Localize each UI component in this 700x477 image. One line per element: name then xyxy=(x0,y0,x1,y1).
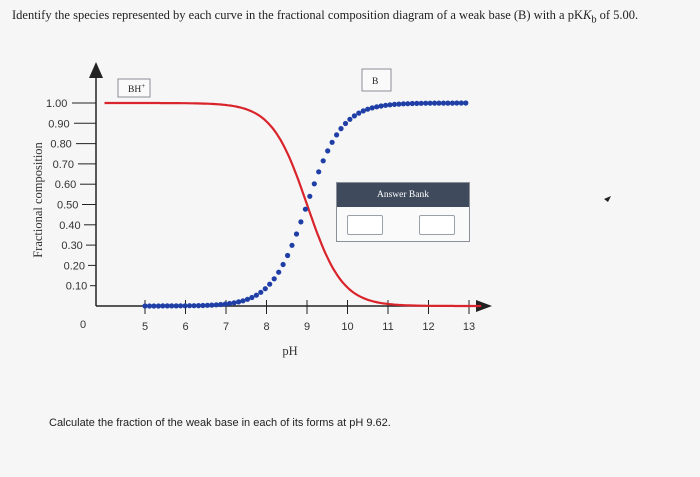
base-curve-point xyxy=(379,103,384,108)
base-curve-point xyxy=(352,113,357,118)
answer-bank xyxy=(336,182,470,242)
base-curve-point xyxy=(223,302,228,307)
x-axis-label: pH xyxy=(282,344,298,358)
base-curve-point xyxy=(183,303,188,308)
base-curve-point xyxy=(209,303,214,308)
base-curve-point xyxy=(200,303,205,308)
base-curve-point xyxy=(289,243,294,248)
base-curve-point xyxy=(365,107,370,112)
base-curve-point xyxy=(383,103,388,108)
subquestion-text: Calculate the fraction of the weak base in each of its forms at pH 9.62. xyxy=(49,417,391,429)
question-k: K xyxy=(582,8,592,22)
x-tick-label: 9 xyxy=(303,321,311,333)
base-curve-point xyxy=(325,148,330,153)
base-curve-point xyxy=(236,299,241,304)
base-curve-point xyxy=(263,286,268,291)
base-curve-point xyxy=(281,262,286,267)
x-tick-label: 8 xyxy=(263,321,270,333)
y-tick-label: 0.80 xyxy=(50,138,72,151)
base-curve-point xyxy=(272,276,277,281)
x-tick-label: 0 xyxy=(79,319,87,331)
question-sub: b xyxy=(591,14,597,26)
y-tick-label: 0.10 xyxy=(65,280,88,293)
base-curve-point xyxy=(312,181,317,186)
base-curve-point xyxy=(321,158,326,163)
base-curve-point xyxy=(459,100,464,105)
base-curve-point xyxy=(463,100,468,105)
base-curve-point xyxy=(454,100,459,105)
base-curve-point xyxy=(405,101,410,106)
base-curve-point xyxy=(249,295,254,300)
base-curve-point xyxy=(267,282,272,287)
y-tick-label: 0.30 xyxy=(61,240,83,253)
x-tick-label: 7 xyxy=(222,321,230,333)
base-curve-point xyxy=(307,194,312,199)
base-curve-point xyxy=(436,101,441,106)
base-curve-point xyxy=(316,169,321,174)
base-curve-point xyxy=(370,105,375,110)
question-end: of 5.00. xyxy=(596,8,639,22)
base-curve-point xyxy=(191,303,196,308)
y-tick-label: 0.90 xyxy=(48,118,70,131)
y-tick-label: 0.20 xyxy=(63,260,86,273)
base-curve-point xyxy=(343,121,348,126)
y-axis-label: Fractional composition xyxy=(31,142,45,258)
base-curve-point xyxy=(396,102,401,107)
base-curve-point xyxy=(258,290,263,295)
x-tick-label: 6 xyxy=(182,321,189,333)
species-labels xyxy=(118,69,391,97)
x-tick-label: 13 xyxy=(462,321,476,333)
base-curve-point xyxy=(142,303,147,308)
base-curve-point xyxy=(178,303,183,308)
y-tick-label: 1.00 xyxy=(46,98,68,110)
base-curve-point xyxy=(419,101,424,106)
base-curve-point xyxy=(338,126,343,131)
base-curve-point xyxy=(160,303,165,308)
y-axis-arrow xyxy=(89,62,103,78)
answer-slot-1[interactable] xyxy=(347,215,383,235)
base-curve-point xyxy=(334,132,339,137)
base-curve-point xyxy=(254,293,259,298)
base-curve-point xyxy=(276,270,281,275)
base-curve-point xyxy=(218,302,223,307)
base-curve-point xyxy=(387,102,392,107)
base-curve-point xyxy=(330,140,335,145)
base-curve-point xyxy=(285,253,290,258)
base-curve-point xyxy=(374,104,379,109)
acid-label-text: BH xyxy=(128,85,142,95)
y-tick-label: 0.40 xyxy=(59,219,81,232)
base-curve-point xyxy=(298,219,303,224)
answer-slot-2[interactable] xyxy=(419,215,455,235)
y-tick-label: 0.70 xyxy=(52,158,75,171)
y-tick-label: 0.50 xyxy=(57,199,79,212)
y-tick-label: 0.60 xyxy=(54,179,77,192)
base-curve-point xyxy=(232,300,237,305)
cursor-arrow xyxy=(604,196,611,202)
base-curve-point xyxy=(356,111,361,116)
x-tick-label: 5 xyxy=(141,321,149,333)
answer-bank-title: Answer Bank xyxy=(337,183,469,207)
base-curve-point xyxy=(303,207,308,212)
acid-label-sup: + xyxy=(141,82,146,90)
base-curve-point xyxy=(294,231,299,236)
base-curve-point xyxy=(445,101,450,106)
x-tick-label: 10 xyxy=(341,321,354,333)
x-tick-label: 12 xyxy=(422,321,435,333)
base-curve-point xyxy=(169,303,174,308)
base-curve-point xyxy=(227,301,232,306)
base-curve-point xyxy=(151,303,156,308)
base-curve-point xyxy=(428,101,433,106)
base-curve-point xyxy=(240,298,245,303)
base-curve-point xyxy=(410,101,415,106)
base-label: B xyxy=(372,77,379,87)
x-tick-label: 11 xyxy=(382,321,394,333)
question-main: Identify the species represented by each curve in the fractional composition diagram of a weak base (B) with a pK xyxy=(12,8,583,22)
base-curve-point xyxy=(347,117,352,122)
